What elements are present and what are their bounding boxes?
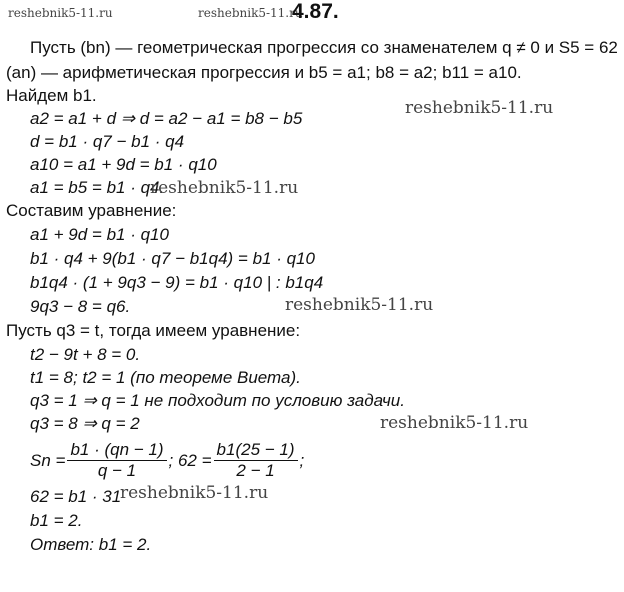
fraction-denominator: q − 1	[97, 461, 137, 480]
sum-formula-label: Sn =	[30, 450, 66, 470]
text-line: (an) — арифметическая прогрессия и b5 = a1; b8 = a2; b11 = a10.	[6, 63, 522, 82]
watermark: reshebnik5-11.ru	[380, 413, 529, 433]
math-line: d = b1 · q7 − b1 · q4	[30, 132, 185, 151]
semicolon: ;	[299, 450, 305, 470]
fraction-numerator: b1(25 − 1)	[214, 440, 298, 461]
text-line: Пусть (bn) — геометрическая прогрессия со знаменателем q ≠ 0 и S5 = 62	[30, 38, 618, 57]
answer-line: Ответ: b1 = 2.	[30, 535, 152, 554]
text-line: Найдем b1.	[6, 86, 97, 105]
watermark: reshebnik5-11.ru	[8, 6, 113, 20]
watermark: reshebnik5-11.ru	[198, 6, 303, 20]
math-line: b1q4 · (1 + 9q3 − 9) = b1 · q10 | : b1q4	[30, 273, 324, 292]
problem-number: 4.87.	[292, 0, 339, 23]
math-line: 9q3 − 8 = q6.	[30, 297, 131, 316]
sum-formula-fraction	[67, 440, 166, 481]
watermark: reshebnik5-11.ru	[405, 98, 554, 118]
formula-line	[30, 440, 304, 481]
watermark: reshebnik5-11.ru	[285, 295, 434, 315]
math-line: b1 · q4 + 9(b1 · q7 − b1q4) = b1 · q10	[30, 249, 315, 268]
math-line: a10 = a1 + 9d = b1 · q10	[30, 155, 217, 174]
math-line: t2 − 9t + 8 = 0.	[30, 345, 141, 364]
text-line: Составим уравнение:	[6, 201, 177, 220]
substitution-label: ; 62 =	[168, 450, 212, 470]
watermark: reshebnik5-11.ru	[150, 178, 299, 198]
fraction-denominator: 2 − 1	[236, 461, 275, 480]
substitution-fraction	[214, 440, 298, 481]
math-line: a1 = b5 = b1 · q4.	[30, 178, 165, 197]
math-line: q3 = 1 ⇒ q = 1 не подходит по условию задачи.	[30, 391, 405, 410]
text-line: Пусть q3 = t, тогда имеем уравнение:	[6, 321, 301, 340]
math-line: 62 = b1 · 31	[30, 487, 122, 506]
fraction-numerator: b1 · (qn − 1)	[67, 440, 166, 461]
watermark: reshebnik5-11.ru	[120, 483, 269, 503]
math-line: b1 = 2.	[30, 511, 83, 530]
math-line: t1 = 8; t2 = 1 (по теореме Виета).	[30, 368, 301, 387]
math-line: a2 = a1 + d ⇒ d = a2 − a1 = b8 − b5	[30, 109, 303, 128]
math-line: q3 = 8 ⇒ q = 2	[30, 414, 140, 433]
math-line: a1 + 9d = b1 · q10	[30, 225, 169, 244]
